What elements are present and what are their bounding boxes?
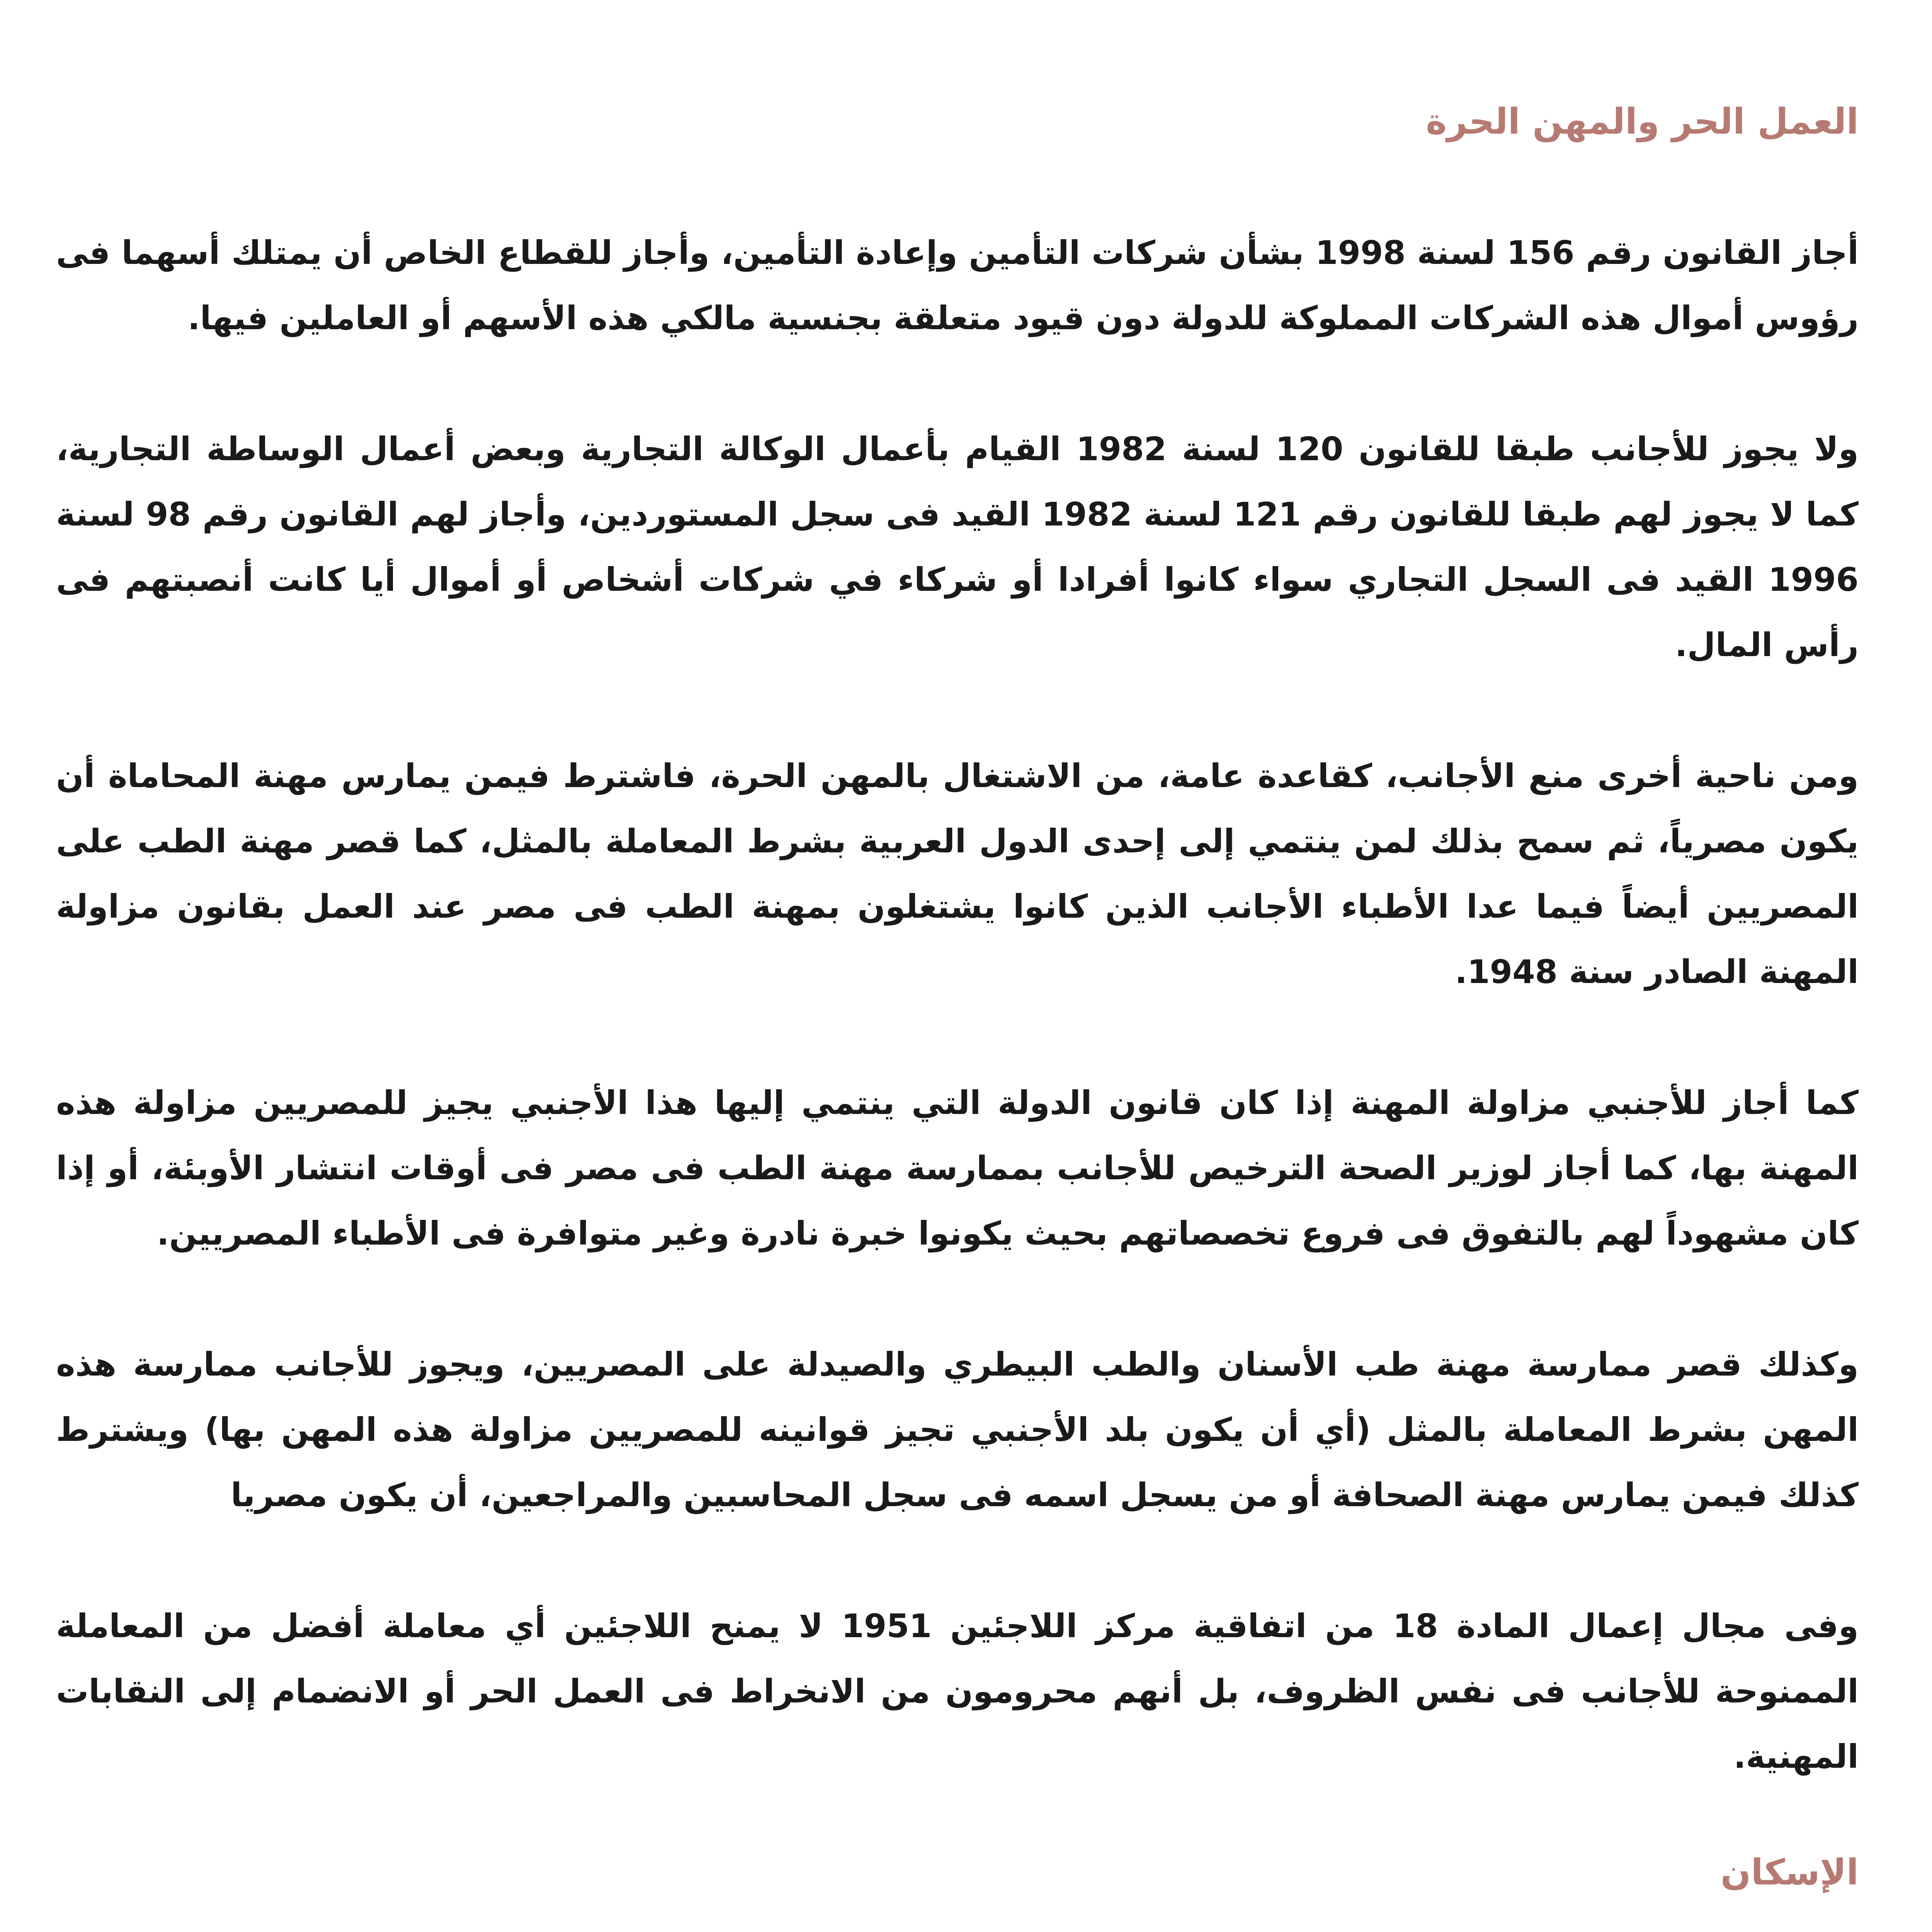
paragraph-refugee-convention: وفى مجال إعمال المادة 18 من اتفاقية مركز اللاجئين 1951 لا يمنح اللاجئين أي معاملة أفضل من المعاملة الممنوحة للأجانب فى نفس الظروف، بل أنهم محرومون من الانخراط فى العمل الحر أو الانضمام إلى النقابات المهنية. bbox=[56, 1607, 1859, 1776]
paragraph-liberal-professions: ومن ناحية أخرى منع الأجانب، كقاعدة عامة، من الاشتغال بالمهن الحرة، فاشترط فيمن يمارس مهنة المحاماة أن يكون مصرياً، ثم سمح بذلك لمن ينتمي إلى إحدى الدول العربية بشرط المعاملة بالمثل، كما قصر مهنة الطب على المصريين أيضاً فيما عدا الأطباء الأجانب الذين كانوا يشتغلون بمهنة الطب فى مصر عند العمل بقانون مزاولة المهنة الصادر سنة 1948. bbox=[56, 757, 1859, 991]
main-content bbox=[56, 97, 1859, 1932]
paragraph-insurance-law: أجاز القانون رقم 156 لسنة 1998 بشأن شركات التأمين وإعادة التأمين، وأجاز للقطاع الخاص أن يمتلك أسهما فى رؤوس أموال هذه الشركات المملوكة للدولة دون قيود متعلقة بجنسية مالكي هذه الأسهم أو العاملين فيها. bbox=[56, 234, 1859, 337]
paragraph-dentistry-pharmacy: وكذلك قصر ممارسة مهنة طب الأسنان والطب البيطري والصيدلة على المصريين، ويجوز للأجانب ممارسة هذه المهن بشرط المعاملة بالمثل (أي أن يكون بلد الأجنبي تجيز قوانينه للمصريين مزاولة هذه المهن بها) ويشترط كذلك فيمن يمارس مهنة الصحافة أو من يسجل اسمه فى سجل المحاسبين والمراجعين، أن يكون مصريا bbox=[56, 1345, 1859, 1514]
paragraph-medical-practice: كما أجاز للأجنبي مزاولة المهنة إذا كان قانون الدولة التي ينتمي إليها هذا الأجنبي يجيز للمصريين مزاولة هذه المهنة بها، كما أجاز لوزير الصحة الترخيص للأجانب بممارسة مهنة الطب فى مصر فى أوقات انتشار الأوبئة، أو إذا كان مشهوداً لهم بالتفوق فى فروع تخصصاتهم بحيث يكونوا خبرة نادرة وغير متوافرة فى الأطباء المصريين. bbox=[56, 1084, 1859, 1252]
section-heading-housing: الإسكان bbox=[1720, 1852, 1859, 1893]
section-heading-self-employment: العمل الحر والمهن الحرة bbox=[1426, 101, 1859, 142]
paragraph-commercial-agency: ولا يجوز للأجانب طبقا للقانون 120 لسنة 1982 القيام بأعمال الوكالة التجارية وبعض أعمال الوساطة التجارية، كما لا يجوز لهم طبقا للقانون رقم 121 لسنة 1982 القيد فى سجل المستوردين، وأجاز لهم القانون رقم 98 لسنة 1996 القيد فى السجل التجاري سواء كانوا أفرادا أو شركاء في شركات أشخاص أو أموال أيا كانت أنصبتهم فى رأس المال. bbox=[56, 430, 1859, 664]
